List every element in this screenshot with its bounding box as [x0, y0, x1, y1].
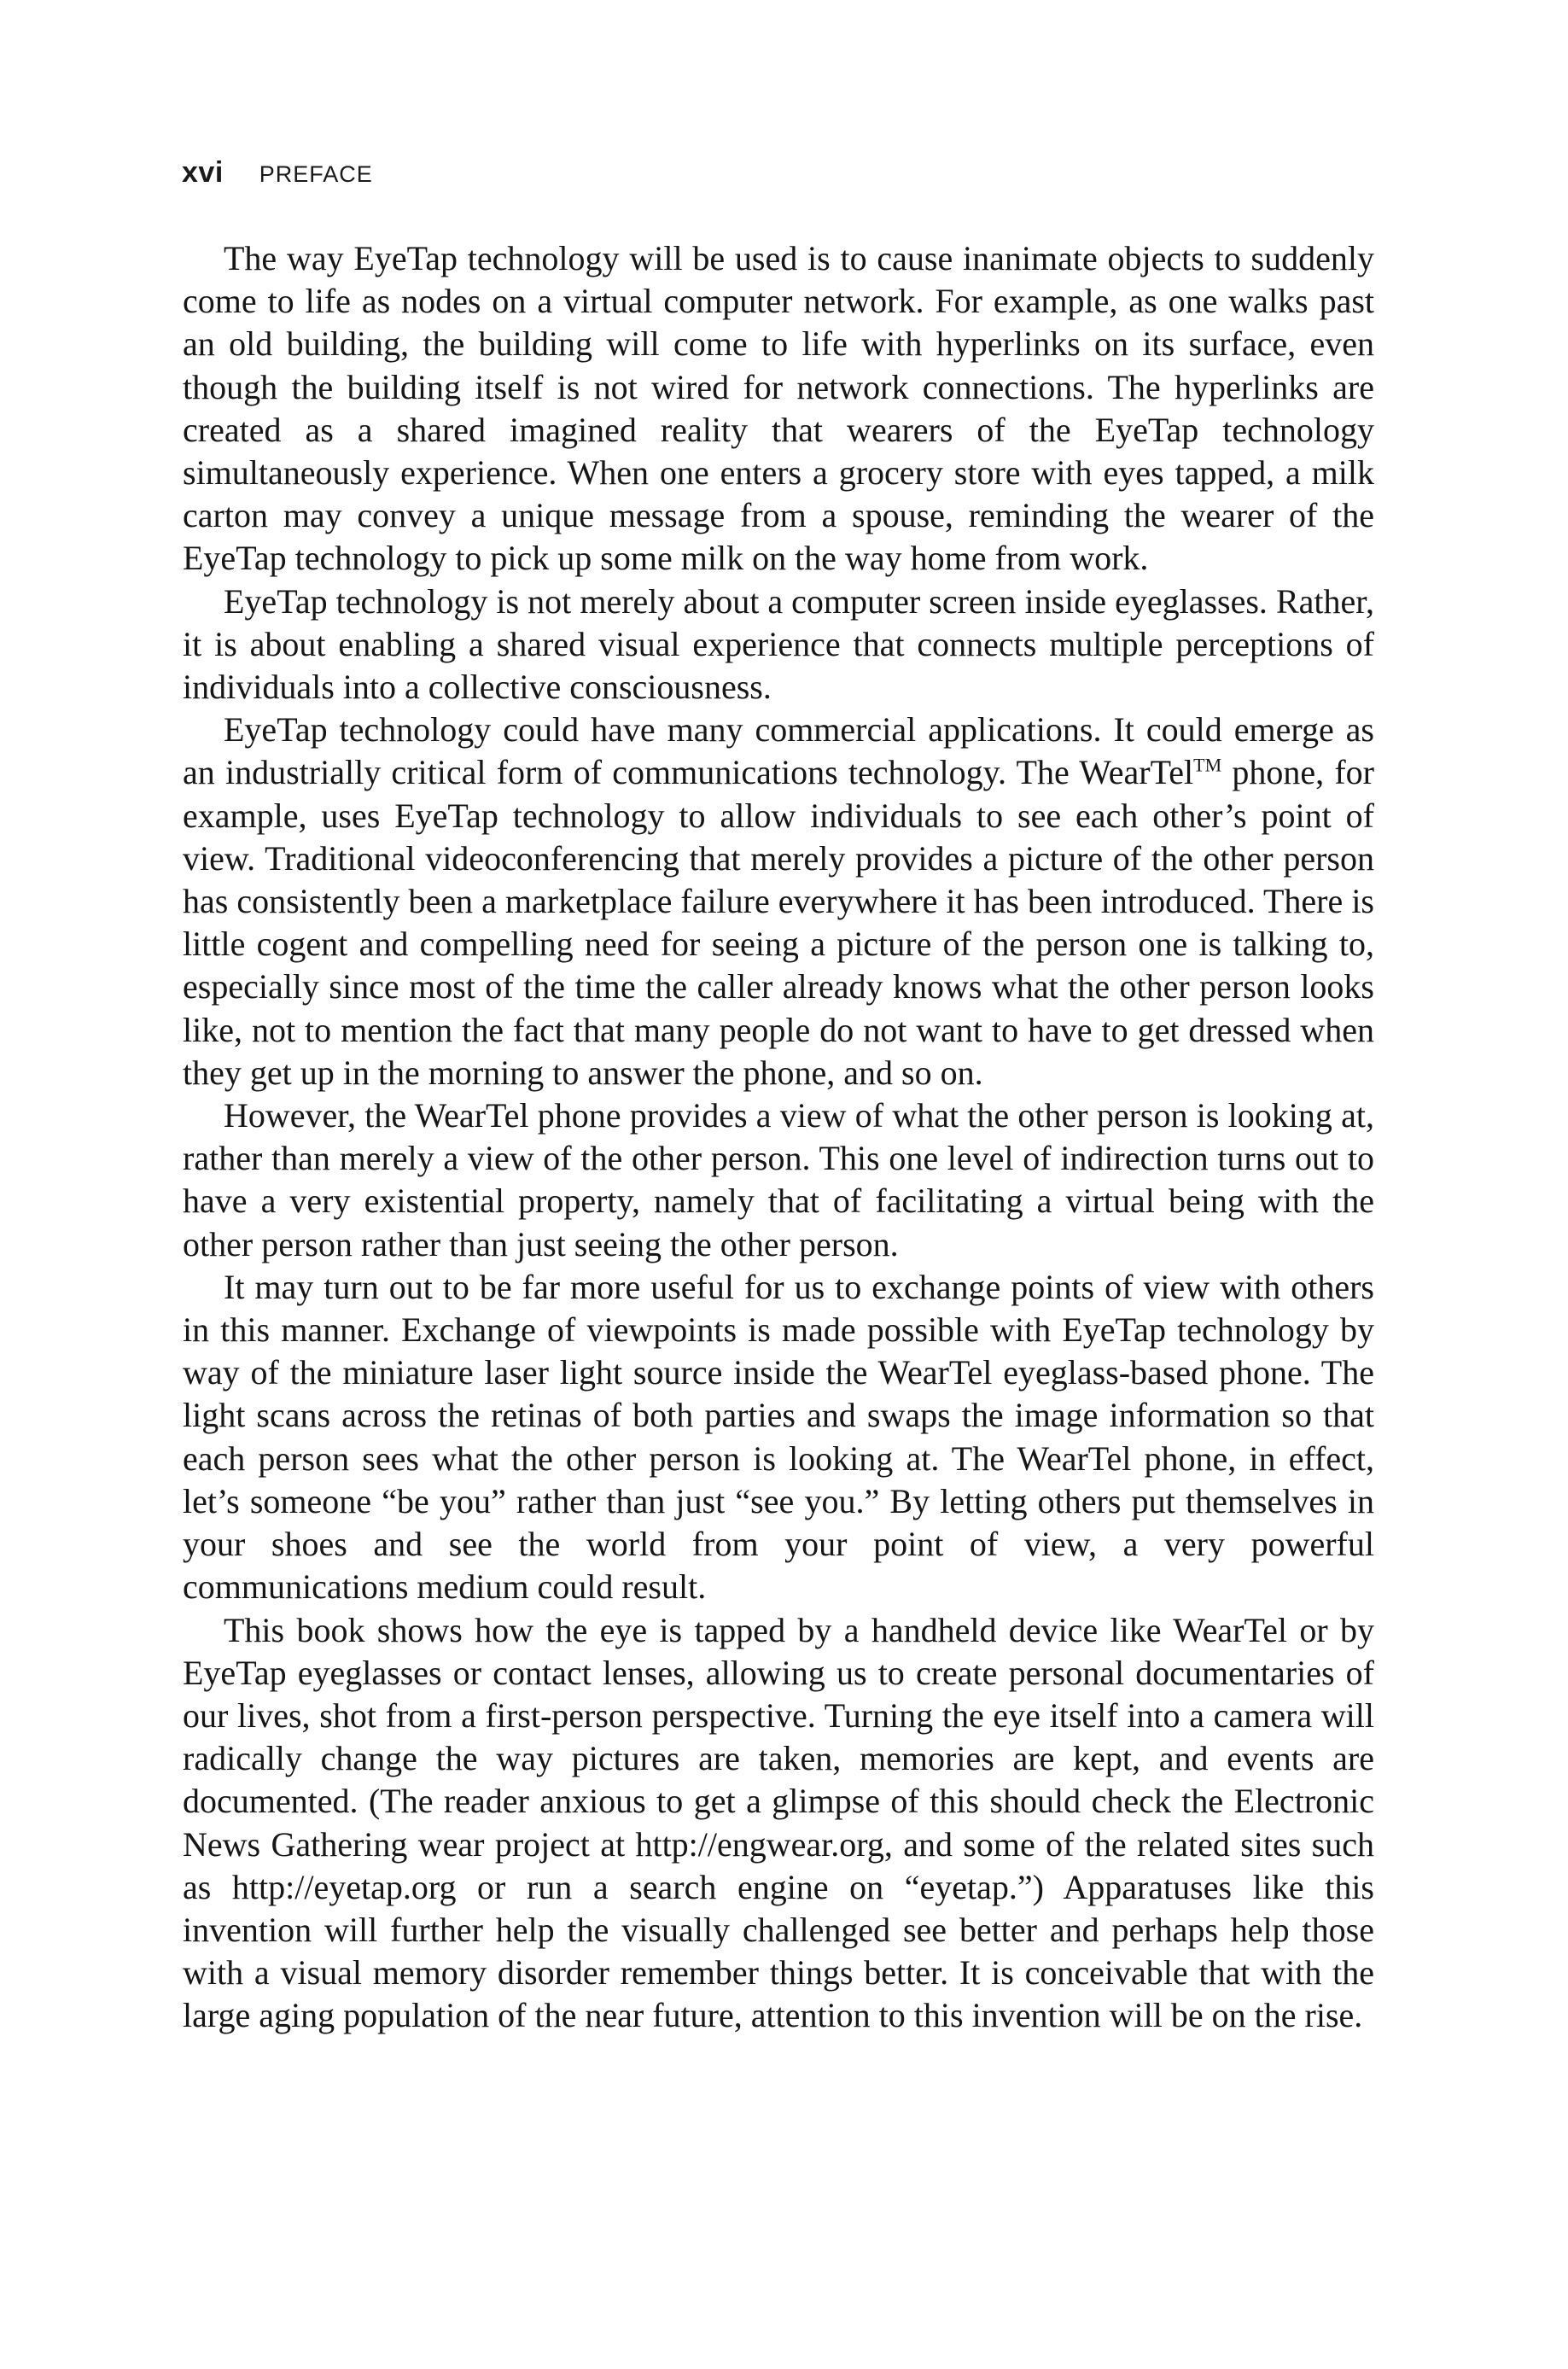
paragraph-eyetap-use: The way EyeTap technology will be used is to cause inanimate objects to suddenly come to life as nodes on a virtual computer network. For example, as one walks past an old building, the building will come to life with hyperlinks on its surface, even though the building itself is not wired for network connections. The hyperlinks are created as a shared imagined reality that wearers of the EyeTap technology simultaneously experience. When one enters a grocery store with eyes tapped, a milk carton may convey a unique message from a spouse, reminding the wearer of the EyeTap technology to pick up some milk on the way home from work.: [183, 239, 1374, 578]
paragraph-text-after-trademark: phone, for example, uses EyeTap technology to allow individuals to see each other’s point of view. Traditional videoconferencing that merely provides a picture of the other person has consistently been a marketplace failure everywhere it has been introduced. There is little cogent and compelling need for seeing a picture of the person one is talking to, especially since most of the time the caller already knows what the other person looks like, not to mention the fact that many people do not want to have to get dressed when they get up in the morning to answer the phone, and so on.: [183, 753, 1374, 1092]
page-number: xvi: [182, 156, 224, 189]
paragraph-weartel-view: However, the WearTel phone provides a view of what the other person is looking at, rather than merely a view of the other person. This one level of indirection turns out to have a very existential property, namely that of facilitating a virtual being with the other person rather than just seeing the other person.: [183, 1096, 1374, 1263]
paragraph-text-before-trademark: EyeTap technology could have many commercial applications. It could emerge as an industrially critical form of communications technology. The WearTel: [183, 710, 1374, 792]
trademark-symbol: TM: [1193, 755, 1222, 777]
paragraph-commercial-applications: [183, 709, 1374, 1094]
running-head: [182, 156, 373, 190]
paragraph-eyetap-not-screen: EyeTap technology is not merely about a computer screen inside eyeglasses. Rather, it is about enabling a shared visual experience that connects multiple perceptions of individuals into a collective consciousness.: [183, 581, 1374, 707]
section-title: PREFACE: [259, 161, 373, 187]
paragraph-book-shows: This book shows how the eye is tapped by a handheld device like WearTel or by EyeTap eyeglasses or contact lenses, allowing us to create personal documentaries of our lives, shot from a first-person perspective. Turning the eye itself into a camera will radically change the way pictures are taken, memories are kept, and events are documented. (The reader anxious to get a glimpse of this should check the Electronic News Gathering wear project at http://engwear.org, and some of the related sites such as http://eyetap.org or run a search engine on “eyetap.”) Apparatuses like this invention will further help the visually challenged see better and perhaps help those with a visual memory disorder remember things better. It is conceivable that with the large aging population of the near future, attention to this invention will be on the rise.: [183, 1610, 1374, 2035]
body-text: [183, 237, 1374, 2038]
paragraph-exchange-viewpoints: It may turn out to be far more useful for us to exchange points of view with others in this manner. Exchange of viewpoints is made possible with EyeTap technology by way of the miniature laser light source inside the WearTel eyeglass-based phone. The light scans across the retinas of both parties and swaps the image information so that each person sees what the other person is looking at. The WearTel phone, in effect, let’s someone “be you” rather than just “see you.” By letting others put themselves in your shoes and see the world from your point of view, a very powerful communications medium could result.: [183, 1267, 1374, 1607]
